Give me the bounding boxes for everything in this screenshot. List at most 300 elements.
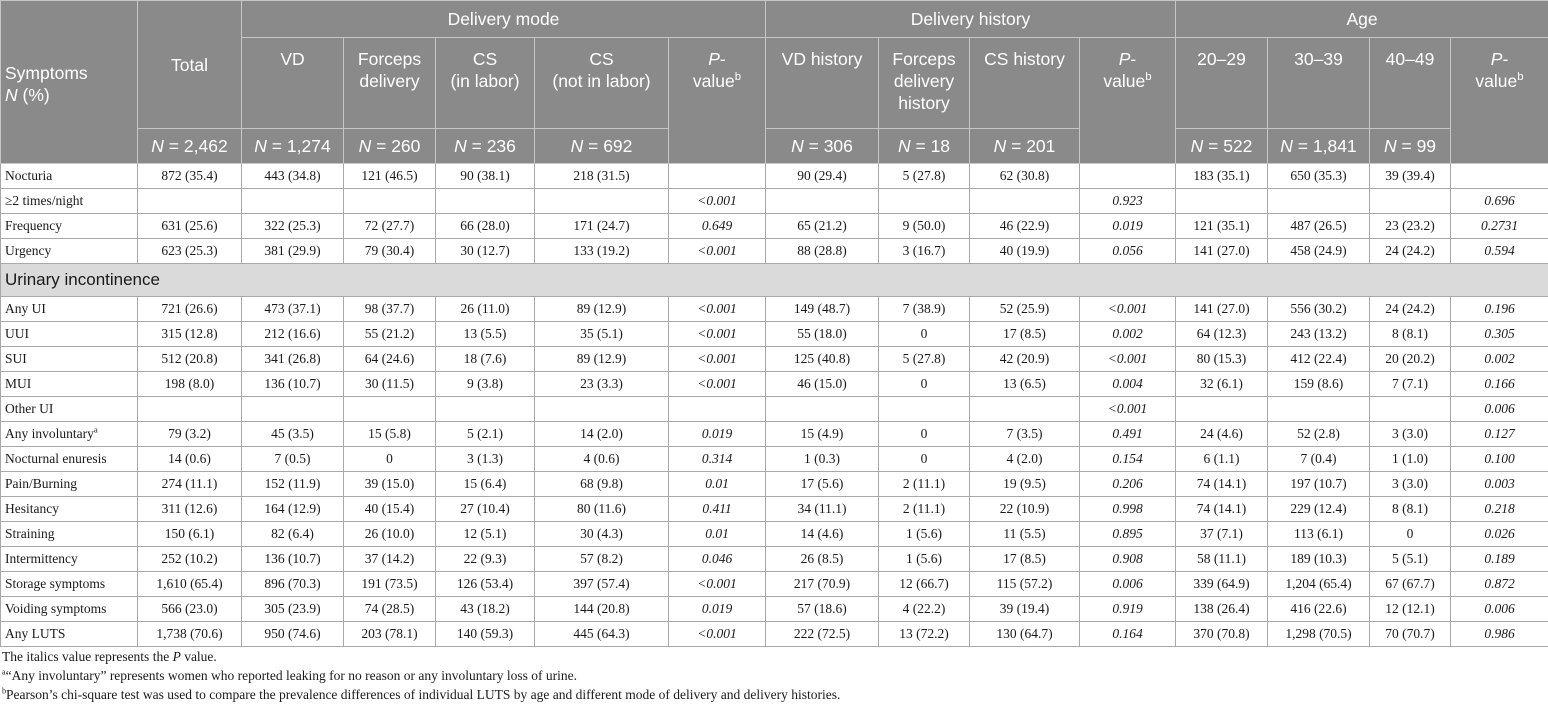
row-label: ≥2 times/night — [1, 189, 138, 214]
pvalue-cell: 0.026 — [1451, 522, 1548, 547]
data-cell: 141 (27.0) — [1176, 297, 1268, 322]
data-cell: 4 (22.2) — [879, 597, 970, 622]
data-cell: 24 (24.2) — [1370, 239, 1451, 264]
data-cell: 370 (70.8) — [1176, 622, 1268, 647]
data-cell: 3 (3.0) — [1370, 472, 1451, 497]
pvalue-cell: 0.919 — [1080, 597, 1176, 622]
data-cell: 416 (22.6) — [1268, 597, 1370, 622]
pvalue-cell: 0.002 — [1080, 322, 1176, 347]
data-cell: 149 (48.7) — [766, 297, 879, 322]
data-cell: 80 (15.3) — [1176, 347, 1268, 372]
data-cell: 7 (3.5) — [970, 422, 1080, 447]
pvalue-cell: <0.001 — [669, 239, 766, 264]
pvalue-cell: <0.001 — [669, 297, 766, 322]
data-cell: 0 — [344, 447, 436, 472]
pvalue-cell: 0.411 — [669, 497, 766, 522]
data-cell: 6 (1.1) — [1176, 447, 1268, 472]
pvalue-cell: 0.019 — [669, 597, 766, 622]
col-header-vd: VD — [242, 38, 344, 129]
row-label: Nocturnal enuresis — [1, 447, 138, 472]
data-cell: 4 (0.6) — [535, 447, 669, 472]
data-cell — [535, 397, 669, 422]
data-cell: 212 (16.6) — [242, 322, 344, 347]
col-header-cs-in-labor: CS (in labor) — [436, 38, 535, 129]
data-cell: 26 (8.5) — [766, 547, 879, 572]
pvalue-cell: 0.491 — [1080, 422, 1176, 447]
data-cell: 9 (3.8) — [436, 372, 535, 397]
pvalue-cell: 0.164 — [1080, 622, 1176, 647]
row-label: Hesitancy — [1, 497, 138, 522]
data-cell: 121 (46.5) — [344, 164, 436, 189]
data-cell: 152 (11.9) — [242, 472, 344, 497]
data-cell: 113 (6.1) — [1268, 522, 1370, 547]
data-cell: 631 (25.6) — [138, 214, 242, 239]
data-cell: 13 (6.5) — [970, 372, 1080, 397]
data-cell: 32 (6.1) — [1176, 372, 1268, 397]
pvalue-cell: 0.649 — [669, 214, 766, 239]
data-cell: 1 (5.6) — [879, 547, 970, 572]
col-header-vd-history: VD history — [766, 38, 879, 129]
data-cell: 650 (35.3) — [1268, 164, 1370, 189]
pvalue-cell: 0.305 — [1451, 322, 1548, 347]
data-cell: 1 (1.0) — [1370, 447, 1451, 472]
data-cell: 339 (64.9) — [1176, 572, 1268, 597]
table-row — [1, 239, 1548, 264]
data-cell: 4 (2.0) — [970, 447, 1080, 472]
n-age-40-49: N = 99 — [1370, 129, 1451, 164]
data-cell — [879, 397, 970, 422]
data-cell: 65 (21.2) — [766, 214, 879, 239]
section-label: Urinary incontinence — [1, 264, 1548, 297]
data-cell: 74 (28.5) — [344, 597, 436, 622]
data-cell: 341 (26.8) — [242, 347, 344, 372]
data-cell: 217 (70.9) — [766, 572, 879, 597]
data-cell: 872 (35.4) — [138, 164, 242, 189]
table-row — [1, 322, 1548, 347]
data-cell: 35 (5.1) — [535, 322, 669, 347]
data-cell: 229 (12.4) — [1268, 497, 1370, 522]
data-cell — [138, 189, 242, 214]
pvalue-cell: 0.923 — [1080, 189, 1176, 214]
data-cell — [344, 397, 436, 422]
data-cell: 98 (37.7) — [344, 297, 436, 322]
data-cell: 18 (7.6) — [436, 347, 535, 372]
data-cell: 8 (8.1) — [1370, 497, 1451, 522]
symptoms-header: Symptoms N (%) — [1, 1, 138, 164]
col-header-forceps-delivery: Forceps delivery — [344, 38, 436, 129]
pvalue-cell — [669, 164, 766, 189]
table-row — [1, 297, 1548, 322]
data-cell: 26 (11.0) — [436, 297, 535, 322]
data-cell: 315 (12.8) — [138, 322, 242, 347]
data-cell: 89 (12.9) — [535, 347, 669, 372]
data-cell: 46 (15.0) — [766, 372, 879, 397]
pvalue-cell: 0.01 — [669, 472, 766, 497]
data-cell: 20 (20.2) — [1370, 347, 1451, 372]
data-cell: 3 (16.7) — [879, 239, 970, 264]
data-cell: 218 (31.5) — [535, 164, 669, 189]
pvalue-cell: 0.006 — [1451, 597, 1548, 622]
data-cell: 23 (3.3) — [535, 372, 669, 397]
row-label: UUI — [1, 322, 138, 347]
data-cell: 198 (8.0) — [138, 372, 242, 397]
col-header-pvalue-mode: P- value$^b$ — [669, 38, 766, 164]
data-cell: 30 (4.3) — [535, 522, 669, 547]
data-cell: 397 (57.4) — [535, 572, 669, 597]
data-cell: 74 (14.1) — [1176, 472, 1268, 497]
data-cell: 243 (13.2) — [1268, 322, 1370, 347]
data-cell: 9 (50.0) — [879, 214, 970, 239]
pvalue-cell: 0.189 — [1451, 547, 1548, 572]
row-label: Urgency — [1, 239, 138, 264]
data-cell: 138 (26.4) — [1176, 597, 1268, 622]
table-row — [1, 347, 1548, 372]
pvalue-cell — [1080, 164, 1176, 189]
table-row — [1, 522, 1548, 547]
data-cell: 115 (57.2) — [970, 572, 1080, 597]
table-row — [1, 189, 1548, 214]
data-cell: 11 (5.5) — [970, 522, 1080, 547]
n-vd-history: N = 306 — [766, 129, 879, 164]
data-cell: 473 (37.1) — [242, 297, 344, 322]
data-cell: 62 (30.8) — [970, 164, 1080, 189]
group-header-delivery-mode: Delivery mode — [242, 1, 766, 38]
pvalue-cell: 0.895 — [1080, 522, 1176, 547]
data-cell: 125 (40.8) — [766, 347, 879, 372]
data-cell: 68 (9.8) — [535, 472, 669, 497]
pvalue-cell: 0.872 — [1451, 572, 1548, 597]
row-label: Voiding symptoms — [1, 597, 138, 622]
table-row — [1, 447, 1548, 472]
pvalue-cell: <0.001 — [1080, 297, 1176, 322]
data-cell: 126 (53.4) — [436, 572, 535, 597]
data-cell — [1370, 397, 1451, 422]
n-total: N = 2,462 — [138, 129, 242, 164]
data-cell: 40 (19.9) — [970, 239, 1080, 264]
data-cell: 39 (19.4) — [970, 597, 1080, 622]
data-cell: 2 (11.1) — [879, 497, 970, 522]
data-cell: 15 (6.4) — [436, 472, 535, 497]
data-cell: 79 (30.4) — [344, 239, 436, 264]
data-cell: 24 (24.2) — [1370, 297, 1451, 322]
data-cell — [970, 189, 1080, 214]
table-body — [1, 164, 1548, 647]
pvalue-cell: 0.2731 — [1451, 214, 1548, 239]
data-cell: 0 — [879, 322, 970, 347]
data-cell: 55 (18.0) — [766, 322, 879, 347]
data-cell — [766, 189, 879, 214]
data-cell: 58 (11.1) — [1176, 547, 1268, 572]
pvalue-cell: 0.314 — [669, 447, 766, 472]
data-cell: 88 (28.8) — [766, 239, 879, 264]
table-row — [1, 397, 1548, 422]
data-cell — [242, 397, 344, 422]
row-label: Storage symptoms — [1, 572, 138, 597]
data-cell: 66 (28.0) — [436, 214, 535, 239]
data-cell: 26 (10.0) — [344, 522, 436, 547]
data-cell: 90 (29.4) — [766, 164, 879, 189]
n-vd: N = 1,274 — [242, 129, 344, 164]
data-cell: 52 (25.9) — [970, 297, 1080, 322]
data-cell: 24 (4.6) — [1176, 422, 1268, 447]
data-cell: 55 (21.2) — [344, 322, 436, 347]
data-cell: 445 (64.3) — [535, 622, 669, 647]
data-cell: 90 (38.1) — [436, 164, 535, 189]
col-header-pvalue-age: P- value$^b$ — [1451, 38, 1548, 164]
data-cell: 164 (12.9) — [242, 497, 344, 522]
data-cell: 23 (23.2) — [1370, 214, 1451, 239]
data-cell: 1,610 (65.4) — [138, 572, 242, 597]
row-label: Any UI — [1, 297, 138, 322]
data-cell: 623 (25.3) — [138, 239, 242, 264]
data-cell: 30 (11.5) — [344, 372, 436, 397]
data-cell: 189 (10.3) — [1268, 547, 1370, 572]
pvalue-cell: 0.908 — [1080, 547, 1176, 572]
data-cell: 8 (8.1) — [1370, 322, 1451, 347]
col-header-pvalue-history: P- value$^b$ — [1080, 38, 1176, 164]
data-cell: 133 (19.2) — [535, 239, 669, 264]
n-forceps: N = 260 — [344, 129, 436, 164]
data-cell: 42 (20.9) — [970, 347, 1080, 372]
data-cell: 57 (18.6) — [766, 597, 879, 622]
pvalue-cell: 0.019 — [1080, 214, 1176, 239]
data-cell: 150 (6.1) — [138, 522, 242, 547]
row-label: Any LUTS — [1, 622, 138, 647]
data-cell: 13 (5.5) — [436, 322, 535, 347]
data-cell: 458 (24.9) — [1268, 239, 1370, 264]
col-header-total: Total — [138, 1, 242, 129]
pvalue-cell: 0.002 — [1451, 347, 1548, 372]
n-cs-in-labor: N = 236 — [436, 129, 535, 164]
row-label: MUI — [1, 372, 138, 397]
data-cell — [970, 397, 1080, 422]
data-cell: 322 (25.3) — [242, 214, 344, 239]
data-cell: 171 (24.7) — [535, 214, 669, 239]
col-header-cs-not-in-labor: CS (not in labor) — [535, 38, 669, 129]
data-cell: 721 (26.6) — [138, 297, 242, 322]
data-cell: 74 (14.1) — [1176, 497, 1268, 522]
section-row-urinary-incontinence — [1, 264, 1548, 297]
data-cell: 0 — [1370, 522, 1451, 547]
data-cell: 79 (3.2) — [138, 422, 242, 447]
pvalue-cell: 0.100 — [1451, 447, 1548, 472]
data-cell: 22 (9.3) — [436, 547, 535, 572]
pvalue-cell: 0.196 — [1451, 297, 1548, 322]
pvalue-cell: 0.998 — [1080, 497, 1176, 522]
data-cell — [879, 189, 970, 214]
footnote-italics: The italics value represents the P value. — [2, 649, 217, 664]
data-cell: 12 (66.7) — [879, 572, 970, 597]
table-row — [1, 164, 1548, 189]
data-cell: 3 (1.3) — [436, 447, 535, 472]
table-row — [1, 214, 1548, 239]
data-cell: 64 (24.6) — [344, 347, 436, 372]
pvalue-cell: <0.001 — [669, 347, 766, 372]
data-cell: 274 (11.1) — [138, 472, 242, 497]
data-cell: 19 (9.5) — [970, 472, 1080, 497]
n-forceps-history: N = 18 — [879, 129, 970, 164]
data-cell: 183 (35.1) — [1176, 164, 1268, 189]
data-cell: 443 (34.8) — [242, 164, 344, 189]
data-cell: 22 (10.9) — [970, 497, 1080, 522]
data-cell: 34 (11.1) — [766, 497, 879, 522]
n-cs-history: N = 201 — [970, 129, 1080, 164]
data-cell — [766, 397, 879, 422]
data-cell: 15 (5.8) — [344, 422, 436, 447]
data-cell: 381 (29.9) — [242, 239, 344, 264]
data-cell: 950 (74.6) — [242, 622, 344, 647]
data-cell: 896 (70.3) — [242, 572, 344, 597]
data-cell: 39 (15.0) — [344, 472, 436, 497]
table-row — [1, 497, 1548, 522]
row-label: Any involuntary$^a$ — [1, 422, 138, 447]
pvalue-cell: 0.594 — [1451, 239, 1548, 264]
data-cell: 17 (8.5) — [970, 547, 1080, 572]
data-cell: 14 (4.6) — [766, 522, 879, 547]
data-cell: 203 (78.1) — [344, 622, 436, 647]
pvalue-cell: 0.154 — [1080, 447, 1176, 472]
pvalue-cell: 0.01 — [669, 522, 766, 547]
data-cell: 1 (5.6) — [879, 522, 970, 547]
pvalue-cell: 0.006 — [1080, 572, 1176, 597]
data-cell: 43 (18.2) — [436, 597, 535, 622]
col-header-age-40-49: 40–49 — [1370, 38, 1451, 129]
n-cs-not-in-labor: N = 692 — [535, 129, 669, 164]
data-cell — [1176, 397, 1268, 422]
data-cell: 52 (2.8) — [1268, 422, 1370, 447]
data-cell: 17 (8.5) — [970, 322, 1080, 347]
data-cell: 39 (39.4) — [1370, 164, 1451, 189]
row-label: Other UI — [1, 397, 138, 422]
data-cell: 27 (10.4) — [436, 497, 535, 522]
pvalue-cell: <0.001 — [669, 622, 766, 647]
pvalue-cell: 0.696 — [1451, 189, 1548, 214]
data-cell: 7 (0.4) — [1268, 447, 1370, 472]
data-cell: 46 (22.9) — [970, 214, 1080, 239]
table-row — [1, 372, 1548, 397]
col-header-cs-history: CS history — [970, 38, 1080, 129]
data-cell: 1 (0.3) — [766, 447, 879, 472]
row-label: Pain/Burning — [1, 472, 138, 497]
data-cell: 191 (73.5) — [344, 572, 436, 597]
data-cell: 14 (0.6) — [138, 447, 242, 472]
row-label: Frequency — [1, 214, 138, 239]
data-cell: 556 (30.2) — [1268, 297, 1370, 322]
col-header-forceps-history: Forceps delivery history — [879, 38, 970, 129]
table-row — [1, 597, 1548, 622]
pvalue-cell: 0.003 — [1451, 472, 1548, 497]
data-cell: 70 (70.7) — [1370, 622, 1451, 647]
pvalue-cell — [1451, 164, 1548, 189]
footnote-b: $^b$Pearson’s chi-square test was used to compare the prevalence differences of individual LUTS by age and different mode of delivery and delivery histories. — [2, 686, 841, 702]
footnote-a: $^a$“Any involuntary” represents women who reported leaking for no reason or any involuntary loss of urine. — [2, 667, 577, 683]
row-label: Nocturia — [1, 164, 138, 189]
data-cell: 13 (72.2) — [879, 622, 970, 647]
pvalue-cell: 0.046 — [669, 547, 766, 572]
data-cell: 7 (7.1) — [1370, 372, 1451, 397]
pvalue-cell: <0.001 — [669, 572, 766, 597]
data-cell: 2 (11.1) — [879, 472, 970, 497]
table-row — [1, 547, 1548, 572]
n-age-20-29: N = 522 — [1176, 129, 1268, 164]
data-cell: 159 (8.6) — [1268, 372, 1370, 397]
data-cell: 136 (10.7) — [242, 372, 344, 397]
pvalue-cell: 0.019 — [669, 422, 766, 447]
pvalue-cell — [669, 397, 766, 422]
data-cell — [436, 189, 535, 214]
data-cell — [1268, 189, 1370, 214]
data-cell: 15 (4.9) — [766, 422, 879, 447]
data-cell: 3 (3.0) — [1370, 422, 1451, 447]
pvalue-cell: 0.166 — [1451, 372, 1548, 397]
data-cell: 72 (27.7) — [344, 214, 436, 239]
data-cell — [1370, 189, 1451, 214]
data-cell: 7 (38.9) — [879, 297, 970, 322]
n-age-30-39: N = 1,841 — [1268, 129, 1370, 164]
data-cell: 14 (2.0) — [535, 422, 669, 447]
data-cell: 12 (12.1) — [1370, 597, 1451, 622]
data-cell: 37 (7.1) — [1176, 522, 1268, 547]
data-cell: 130 (64.7) — [970, 622, 1080, 647]
data-cell — [436, 397, 535, 422]
data-cell: 5 (2.1) — [436, 422, 535, 447]
data-cell: 82 (6.4) — [242, 522, 344, 547]
data-cell: 80 (11.6) — [535, 497, 669, 522]
data-cell: 5 (27.8) — [879, 164, 970, 189]
data-cell: 144 (20.8) — [535, 597, 669, 622]
data-cell: 89 (12.9) — [535, 297, 669, 322]
data-cell: 141 (27.0) — [1176, 239, 1268, 264]
data-cell: 17 (5.6) — [766, 472, 879, 497]
data-cell: 30 (12.7) — [436, 239, 535, 264]
data-cell: 487 (26.5) — [1268, 214, 1370, 239]
group-header-delivery-history: Delivery history — [766, 1, 1176, 38]
data-cell: 7 (0.5) — [242, 447, 344, 472]
pvalue-cell: <0.001 — [669, 189, 766, 214]
data-cell: 222 (72.5) — [766, 622, 879, 647]
data-cell: 252 (10.2) — [138, 547, 242, 572]
table-row — [1, 472, 1548, 497]
col-header-age-30-39: 30–39 — [1268, 38, 1370, 129]
data-cell — [242, 189, 344, 214]
data-cell: 37 (14.2) — [344, 547, 436, 572]
data-cell: 305 (23.9) — [242, 597, 344, 622]
row-label: SUI — [1, 347, 138, 372]
data-cell: 12 (5.1) — [436, 522, 535, 547]
table-row — [1, 622, 1548, 647]
data-cell — [535, 189, 669, 214]
row-label: Intermittency — [1, 547, 138, 572]
data-cell: 1,298 (70.5) — [1268, 622, 1370, 647]
table-row — [1, 422, 1548, 447]
data-cell: 136 (10.7) — [242, 547, 344, 572]
col-header-age-20-29: 20–29 — [1176, 38, 1268, 129]
data-cell: 1,204 (65.4) — [1268, 572, 1370, 597]
data-cell: 57 (8.2) — [535, 547, 669, 572]
data-cell: 512 (20.8) — [138, 347, 242, 372]
pvalue-cell: 0.206 — [1080, 472, 1176, 497]
pvalue-cell: 0.006 — [1451, 397, 1548, 422]
data-cell: 412 (22.4) — [1268, 347, 1370, 372]
pvalue-cell: <0.001 — [1080, 397, 1176, 422]
data-cell: 5 (27.8) — [879, 347, 970, 372]
pvalue-cell: <0.001 — [1080, 347, 1176, 372]
data-cell: 5 (5.1) — [1370, 547, 1451, 572]
group-header-age: Age — [1176, 1, 1548, 38]
pvalue-cell: 0.986 — [1451, 622, 1548, 647]
data-cell: 121 (35.1) — [1176, 214, 1268, 239]
data-cell — [1268, 397, 1370, 422]
